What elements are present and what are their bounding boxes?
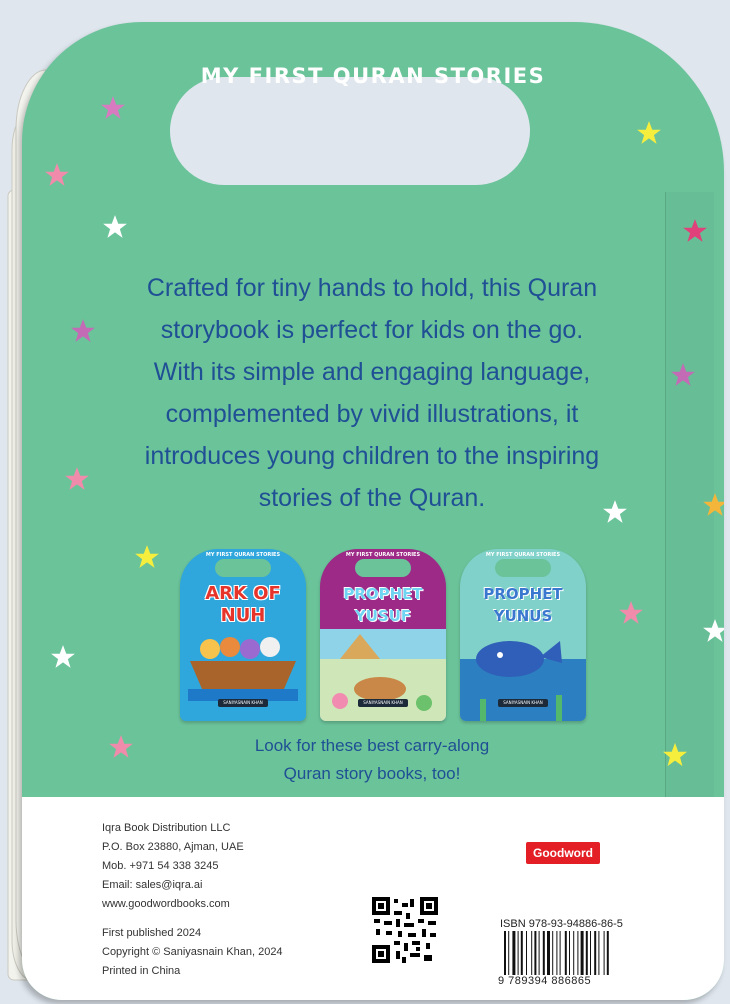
blurb-line: introduces young children to the inspiring <box>144 442 600 470</box>
star-icon <box>108 734 134 760</box>
star-icon <box>702 492 724 518</box>
star-icon <box>50 644 76 670</box>
whale-illustration <box>460 629 586 721</box>
star-icon <box>682 218 708 244</box>
series-title: MY FIRST QURAN STORIES <box>200 64 546 88</box>
blurb-line: complemented by vivid illustrations, it <box>165 400 579 428</box>
book-series-label: MY FIRST QURAN STORIES <box>485 552 561 558</box>
blurb-line: stories of the Quran. <box>258 484 486 512</box>
blurb-line: storybook is perfect for kids on the go. <box>160 316 584 344</box>
book-title-line: YUNUS <box>493 607 553 625</box>
copyright: Copyright © Saniyasnain Khan, 2024 <box>102 946 283 958</box>
goodword-logo: Goodword <box>526 842 600 864</box>
star-icon <box>602 499 628 525</box>
star-icon <box>102 214 128 240</box>
star-icon <box>702 618 724 644</box>
star-icon <box>670 362 696 388</box>
isbn-label: ISBN 978-93-94886-86-5 <box>500 918 623 930</box>
book-series-label: MY FIRST QURAN STORIES <box>345 552 421 558</box>
book-series-label: MY FIRST QURAN STORIES <box>205 552 281 558</box>
star-icon <box>64 466 90 492</box>
publisher-email: Email: sales@iqra.ai <box>102 879 203 891</box>
publisher-info <box>102 819 283 981</box>
book-author: SANIYASNAIN KHAN <box>218 699 268 707</box>
printed-in: Printed in China <box>102 965 181 977</box>
tagline-line: Quran story books, too! <box>283 764 461 783</box>
ark-illustration <box>188 631 298 701</box>
star-icon <box>70 318 96 344</box>
book-title <box>180 583 306 627</box>
star-icon <box>100 95 126 121</box>
star-icon <box>44 162 70 188</box>
book-author: SANIYASNAIN KHAN <box>498 699 548 707</box>
star-icon <box>662 742 688 768</box>
book-handle-cutout <box>355 559 411 577</box>
book-title-line: NUH <box>220 605 266 626</box>
book-title <box>460 583 586 627</box>
tagline-line: Look for these best carry-along <box>254 736 490 755</box>
book-cover-ark-of-nuh[interactable] <box>180 549 306 721</box>
book-title-line: PROPHET <box>483 585 563 603</box>
book-blurb <box>92 267 652 519</box>
book-cover-prophet-yusuf[interactable] <box>320 549 446 721</box>
isbn-digits: 9 789394 886865 <box>498 975 592 987</box>
book-back-cover <box>22 22 724 1000</box>
star-icon <box>618 600 644 626</box>
blurb-line: Crafted for tiny hands to hold, this Quran <box>146 274 598 302</box>
carry-handle-cutout <box>170 77 530 185</box>
publisher-name: Iqra Book Distribution LLC <box>102 822 231 834</box>
book-title-line: ARK OF <box>205 583 281 604</box>
desert-illustration <box>320 629 446 721</box>
qr-code-icon <box>372 897 438 963</box>
book-cover-prophet-yunus[interactable] <box>460 549 586 721</box>
publisher-mobile: Mob. +971 54 338 3245 <box>102 860 219 872</box>
star-icon <box>134 544 160 570</box>
book-handle-cutout <box>215 559 271 577</box>
tagline <box>202 732 542 788</box>
first-published: First published 2024 <box>102 927 202 939</box>
book-title-line: YUSUF <box>354 607 412 625</box>
book-author: SANIYASNAIN KHAN <box>358 699 408 707</box>
book-handle-cutout <box>495 559 551 577</box>
book-title <box>320 583 446 627</box>
book-title-line: PROPHET <box>343 585 423 603</box>
star-icon <box>636 120 662 146</box>
publisher-address: P.O. Box 23880, Ajman, UAE <box>102 841 244 853</box>
blurb-line: With its simple and engaging language, <box>153 358 591 386</box>
publisher-website: www.goodwordbooks.com <box>102 898 230 910</box>
publisher-footer <box>22 797 724 1000</box>
